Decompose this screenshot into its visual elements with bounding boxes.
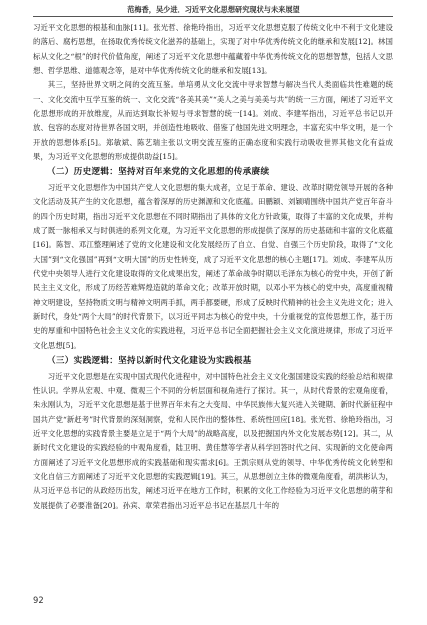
paragraph: 习近平文化思想是在实现中国式现代化进程中，对中国特色社会主义文化强国建设实践的经验总结和规律性认识。学界从宏观、中观、微观三个不同的分析层面和视角进行了探讨。其一，从时代背景的宏观角度看，朱永刚认为，习近平文化思想是基于世界百年未有之大变局、中华民族伟大复兴进入关键期、新时代新征程中国共产党“新赶考”时代背景的深刻洞察，党和人民作出的整体性、系统性回应[18]。张光哲、徐艳玲指出，习近平文化思想的实践背景主要是立足于“两个大局”的战略高度，以及把握国内外文化发展态势[12]。其二，从新时代文化建设的实践经验的中观角度看，陆卫明、黄佳慧等学者从科学回答时代之问、实现新的文化使命两方面阐述了习近平文化思想形成的实践基础和现实需求[6]。王凯宗则从党的领导、中华优秀传统文化转型和文化自信三方面阐述了习近平文化思想的实践逻辑[19]。其三，从思想创立主体的微观角度看，胡洪彬认为，从习近平总书记的从政经历出发，阐述习近平在地方工作时，积累的文化工作经验为习近平文化思想的萌芽和发展提供了必要准备[20]。孙宾、章荣君指出习近平总书记在基层几十年的 — [33, 371, 393, 510]
section-heading: （二）历史逻辑：坚持对百年来党的文化思想的传承赓续 — [47, 167, 270, 178]
paragraph: 习近平文化思想作为中国共产党人文化思想的集大成者，立足于革命、建设、改革时期党领导开展的各种文化活动及其产生的文化思想，蕴含着深厚的历史渊源和文化底蕴。田鹏颖、刘颖晴围绕中国共产党百年奋斗的四个历史时期，指出习近平文化思想在不同时期指出了具体的文化方针政策，取得了丰富的文化成果，并构成了既一脉相承又与时俱进的系列文化观，为习近平文化思想的形成提供了深厚的历史基础和丰富的文化底蕴[16]。陈智、邓江整理阐述了党的文化建设和文化发展经历了自立、自觉、自强三个历史阶段，取得了“文化大国”到“文化强国”再到“文明大国”的历史性转变，成了习近平文化思想的核心主题[17]。刘成、李建军从历代党中央领导人进行文化建设取得的文化成果出发，阐述了革命战争时期以毛泽东为核心的党中央，开创了新民主主义文化，形成了历经苦难辉煌造就的革命文化；改革开放时期，以邓小平为核心的党中央，高度重视精神文明建设，坚持物质文明与精神文明两手抓，两手都要硬，形成了反映时代精神的社会主义先进文化；进入新时代，身处“两个大局”的时代背景下，以习近平同志为核心的党中央，十分重视党的宣传思想工作，基于历史的厚重和中国特色社会主义文化的实践进程，习近平总书记全面把握社会主义文化演进规律，形成了习近平文化思想[5]。 — [33, 182, 393, 350]
running-header: 范梅香，吴少进．习近平文化思想研究现状与未来展望 — [127, 5, 300, 14]
header-rule — [33, 16, 393, 17]
paragraph: 习近平文化思想的根基和血脉[11]。张光哲、徐艳玲指出，习近平文化思想克服了传统文化中不利于文化建设的落后、腐朽思想，在扬取优秀传统文化滋养的基础上，实现了对中华优秀传统文化的继承和发展[12]。林国标从文化之“根”的时代价值角度，阐述了习近平文化思想中蕴藏着中华优秀传统文化的思想智慧，包括人文思想、哲学思维、道德观念等，是对中华优秀传统文化的继承和发展[13]。 — [33, 23, 393, 76]
page-number: 92 — [33, 595, 44, 605]
paragraph: 其三，坚持世界文明之间的交流互鉴。单培勇从文化交流中寻求智慧与解决当代人类面临共性难题的统一、文化交流中互学互鉴的统一、文化交流“各美其美”“美人之美与美美与共”的统一三方面，阐述了习近平文化思想形成的开放维度，从而达到取长补短与寻求智慧的统一[14]。刘成、李建军指出，习近平总书记以开放、包容的态度对待世界各国文明，并创造性地吸收、借鉴了他国先进文明理念，丰富充实中华文明，是一个开放的思想体系[5]。郑敏斌、陈艺瑞主张以文明交流互鉴的正确态度和实践行动吸收世界其他文化有益成果，为习近平文化思想的形成提供助益[15]。 — [33, 80, 393, 162]
section-heading: （三）实践逻辑：坚持以新时代文化建设为实践根基 — [47, 356, 252, 367]
article-body — [33, 21, 393, 593]
